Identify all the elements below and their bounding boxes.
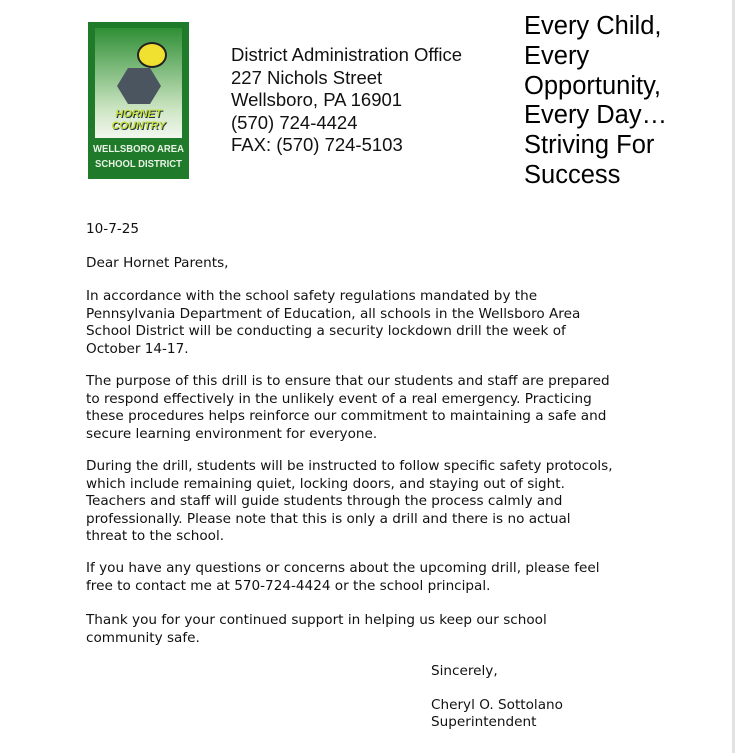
logo-artwork xyxy=(95,28,182,138)
text-line: Thank you for your continued support in helping us keep our school xyxy=(86,612,547,628)
text-line: October 14-17. xyxy=(86,340,189,357)
text-line: threat to the school. xyxy=(86,528,225,544)
address-line: 227 Nichols Street xyxy=(231,66,383,88)
hornet-mascot-icon xyxy=(137,42,167,68)
district-motto xyxy=(524,12,667,191)
text-line: During the drill, students will be instructed to follow specific safety protocols, xyxy=(86,458,613,474)
closing: Sincerely, xyxy=(431,663,498,679)
paragraph-1 xyxy=(86,288,580,358)
motto-line: Success xyxy=(524,160,621,189)
logo-hornet-country: HORNET COUNTRY xyxy=(111,108,166,132)
letter-greeting: Dear Hornet Parents, xyxy=(86,255,229,271)
motto-line: Every Day… xyxy=(524,101,668,130)
logo-line: SCHOOL DISTRICT xyxy=(95,159,182,170)
letter-date: 10-7-25 xyxy=(86,221,140,237)
address-line: District Administration Office xyxy=(231,44,462,65)
text-line: The purpose of this drill is to ensure that our students and staff are prepared xyxy=(86,373,610,389)
text-line: secure learning environment for everyone. xyxy=(86,425,378,442)
text-line: If you have any questions or concerns about the upcoming drill, please feel xyxy=(86,560,600,576)
text-line: Teachers and staff will guide students through the process calmly and xyxy=(86,493,563,509)
address-line: Wellsboro, PA 16901 xyxy=(231,89,403,110)
text-line: Pennsylvania Department of Education, all schools in the Wellsboro Area xyxy=(86,305,581,322)
text-line: which include remaining quiet, locking doors, and staying out of sight. xyxy=(86,475,565,492)
motto-line: Every xyxy=(524,41,590,70)
text-line: School District will be conducting a security lockdown drill the week of xyxy=(86,323,566,339)
text-line: these procedures helps reinforce our commitment to maintaining a safe and xyxy=(86,408,607,424)
paragraph-3 xyxy=(86,458,613,546)
phone: (570) 724-4424 xyxy=(231,111,358,133)
office-address xyxy=(231,44,462,157)
motto-line: Striving For xyxy=(524,131,655,160)
school-logo xyxy=(88,22,189,179)
paragraph-4 xyxy=(86,560,600,595)
logo-line: WELLSBORO AREA xyxy=(93,144,184,155)
logo-school-name xyxy=(91,142,187,172)
signer-title: Superintendent xyxy=(431,714,537,730)
motto-line: Opportunity, xyxy=(524,71,662,100)
text-line: free to contact me at 570-724-4424 or the school principal. xyxy=(86,577,491,594)
text-line: community safe. xyxy=(86,629,200,646)
paragraph-5 xyxy=(86,612,547,647)
hexagon-shape xyxy=(117,68,161,104)
paragraph-2 xyxy=(86,373,610,443)
fax: FAX: (570) 724-5103 xyxy=(231,134,403,155)
text-line: In accordance with the school safety regulations mandated by the xyxy=(86,288,538,304)
motto-line: Every Child, xyxy=(524,12,662,40)
text-line: to respond effectively in the unlikely event of a real emergency. Practicing xyxy=(86,390,592,407)
signer-name: Cheryl O. Sottolano xyxy=(431,697,563,713)
text-line: professionally. Please note that this is only a drill and there is no actual xyxy=(86,510,571,527)
